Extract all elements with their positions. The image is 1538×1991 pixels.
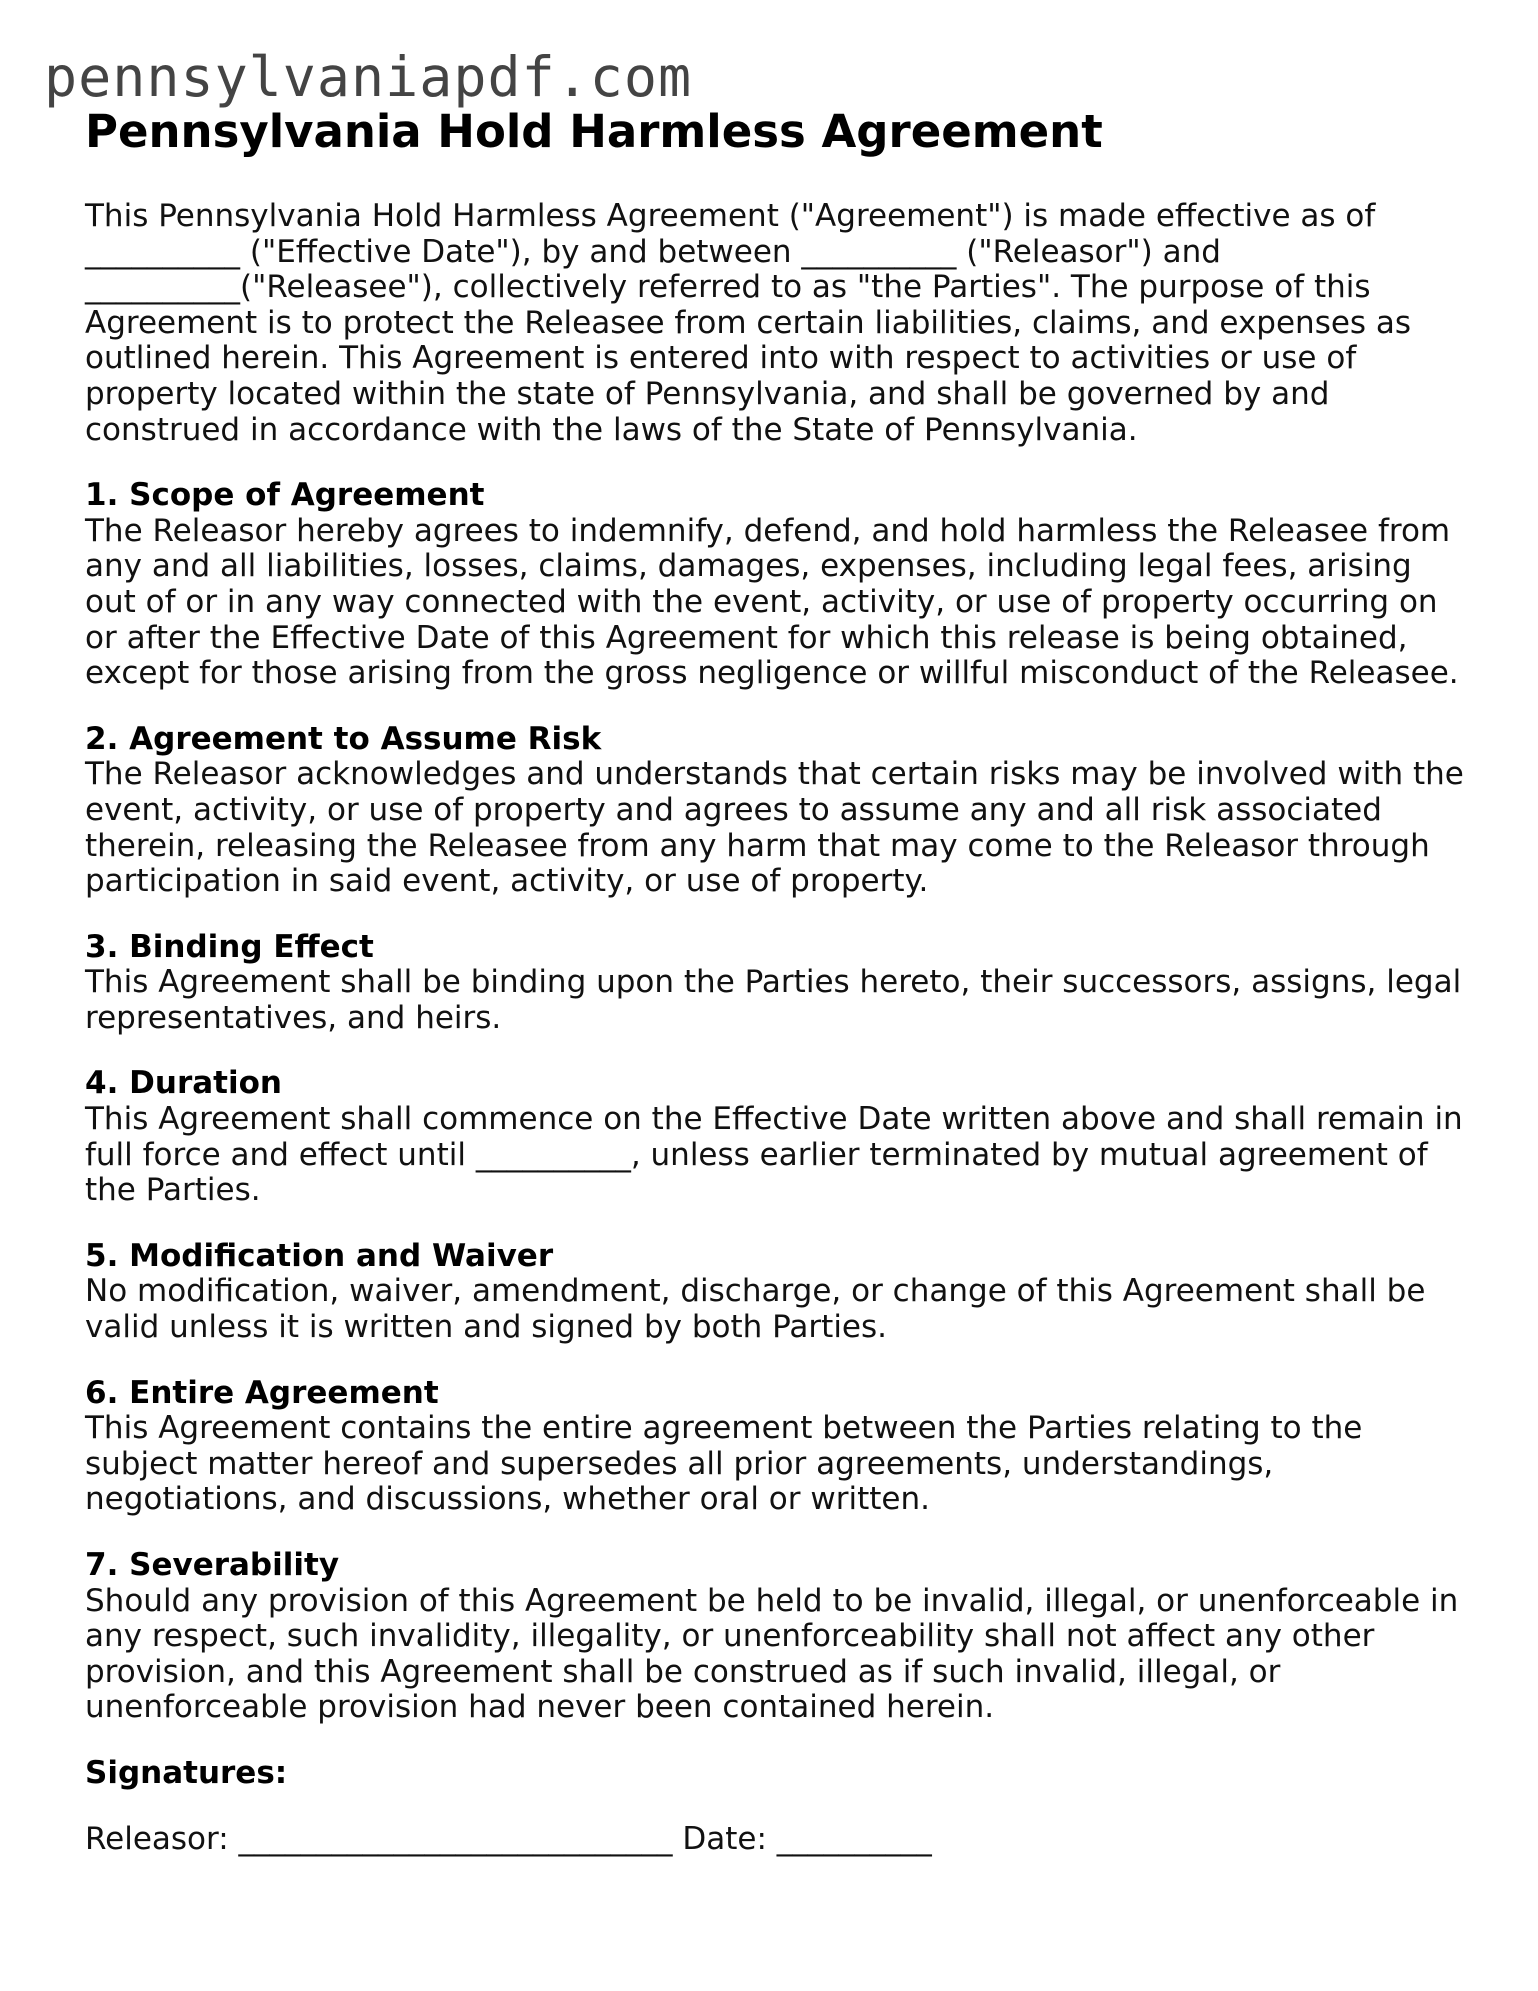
section-heading: 7. Severability: [85, 1547, 340, 1583]
section-body: This Agreement shall commence on the Effective Date written above and shall remain in full force and effect until __________, unless earlier terminated by mutual agreement of the Parties.: [85, 1101, 1463, 1209]
section-entire-agreement: [85, 1376, 1465, 1518]
section-heading: 5. Modification and Waiver: [85, 1237, 554, 1274]
section-scope: [85, 478, 1465, 692]
section-binding-effect: [85, 930, 1465, 1037]
section-heading: 4. Duration: [85, 1065, 282, 1102]
document-page: [85, 104, 1465, 1857]
signatures-heading: Signatures:: [85, 1754, 288, 1791]
section-body: Should any provision of this Agreement be held to be invalid, illegal, or unenforceable in any respect, such invalidity, illegality, or unenforceability shall not affect any other provision, and this Agreement shall be construed as if such invalid, illegal, or unenforceable provision had never been contained herein.: [85, 1582, 1459, 1726]
section-body: No modification, waiver, amendment, discharge, or change of this Agreement shall be valid unless it is written and signed by both Parties.: [85, 1273, 1426, 1346]
section-severability: [85, 1548, 1465, 1726]
watermark: pennsylvaniapdf.com: [44, 45, 693, 109]
section-modification-waiver: [85, 1239, 1465, 1346]
section-duration: [85, 1066, 1465, 1208]
section-body: The Releasor acknowledges and understands that certain risks may be involved with the event, activity, or use of property and agrees to assume any and all risk associated therein, releasing the Releasee from any harm that may come to the Releasor through participation in said event, activity, or use of property.: [85, 756, 1464, 900]
section-heading: 3. Binding Effect: [85, 928, 374, 965]
section-heading: 6. Entire Agreement: [85, 1374, 439, 1411]
document-title: Pennsylvania Hold Harmless Agreement: [85, 105, 1103, 158]
section-body: This Agreement contains the entire agreement between the Parties relating to the subject matter hereof and supersedes all prior agreements, understandings, negotiations, and discussions, whether oral or written.: [85, 1410, 1363, 1518]
releasor-signature-line: Releasor: ____________________________ Date: __________: [85, 1820, 932, 1857]
section-body: This Agreement shall be binding upon the Parties hereto, their successors, assigns, legal representatives, and heirs.: [85, 964, 1462, 1036]
intro-paragraph: This Pennsylvania Hold Harmless Agreement ("Agreement") is made effective as of __________ ("Effective Date"), by and between __________ ("Releasor") and __________("Releasee"), collectively referred to as "the Parties". The purpose of this Agreement is to protect the Releasee from certain liabilities, claims, and expenses as outlined herein. This Agreement is entered into with respect to activities or use of property located within the state of Pennsylvania, and shall be governed by and construed in accordance with the laws of the State of Pennsylvania.: [85, 198, 1412, 448]
section-assume-risk: [85, 722, 1465, 900]
section-heading: 2. Agreement to Assume Risk: [85, 720, 602, 757]
section-body: The Releasor hereby agrees to indemnify, defend, and hold harmless the Releasee from any and all liabilities, losses, claims, damages, expenses, including legal fees, arising out of or in any way connected with the event, activity, or use of property occurring on or after the Effective Date of this Agreement for which this release is being obtained, except for those arising from the gross negligence or willful misconduct of the Releasee.: [85, 512, 1459, 692]
section-heading: 1. Scope of Agreement: [85, 477, 485, 514]
